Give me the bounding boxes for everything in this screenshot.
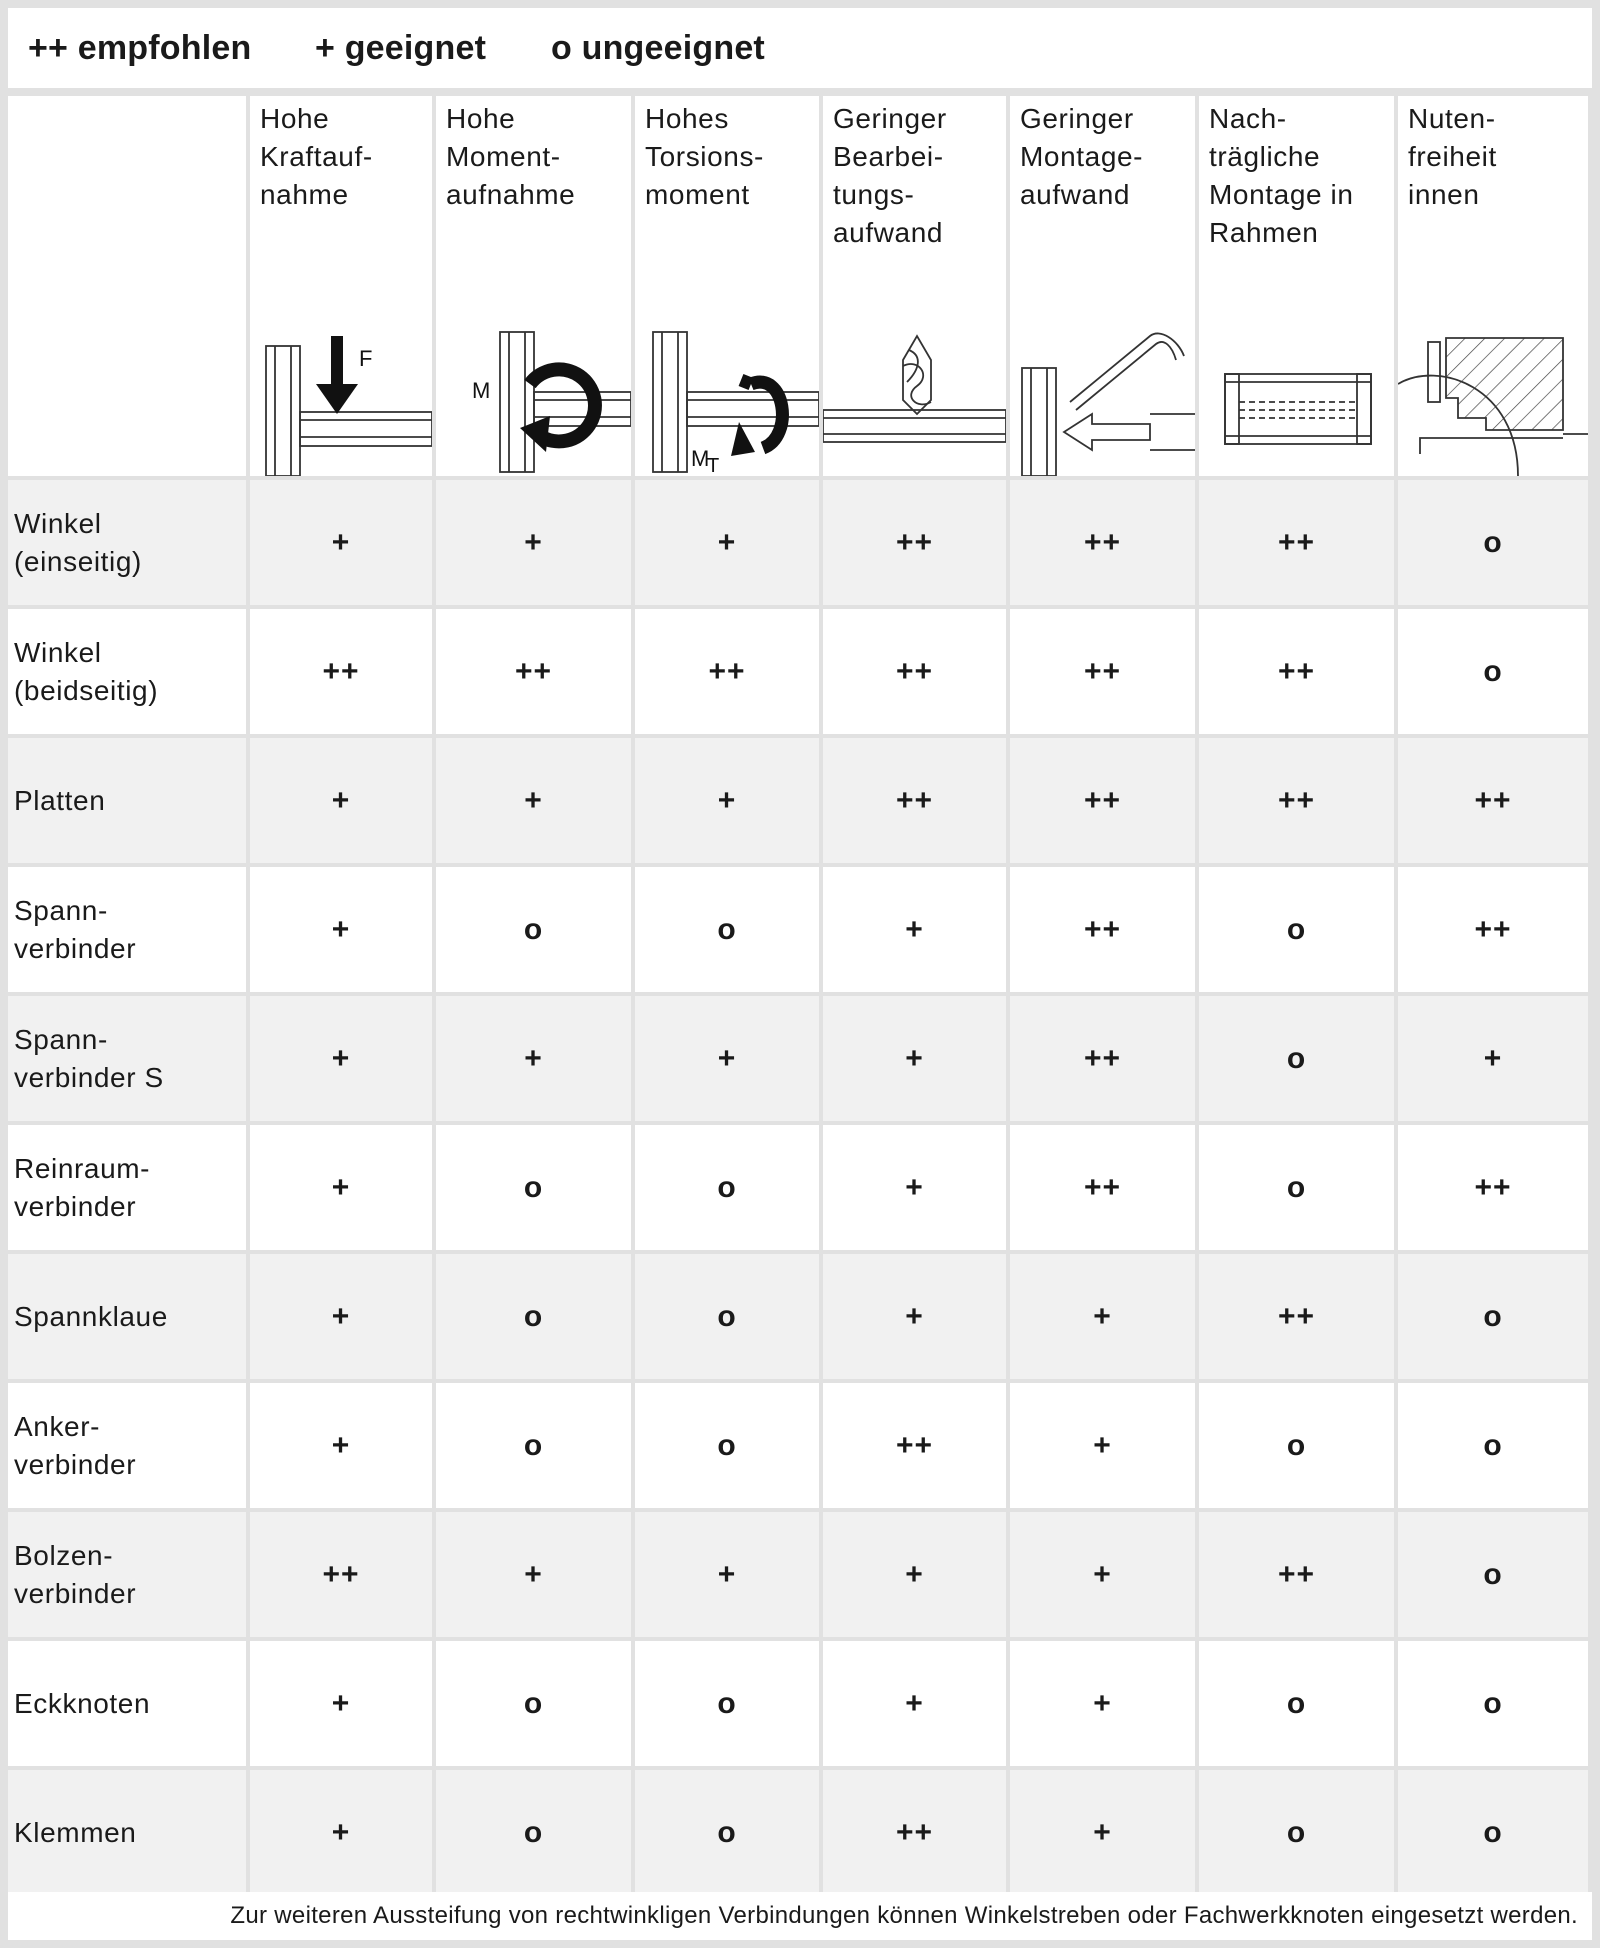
footnote: Zur weiteren Aussteifung von rechtwinkligen Verbindungen können Winkelstreben oder Fachwerkknoten eingesetzt werden. — [8, 1892, 1592, 1940]
moment-icon — [436, 286, 631, 481]
rating-cell: + — [1010, 1641, 1195, 1766]
rating-cell: o — [1398, 1383, 1588, 1508]
rating-cell: + — [250, 1125, 432, 1250]
rating-cell: o — [1199, 1383, 1394, 1508]
rating-cell: o — [1199, 1125, 1394, 1250]
rating-cell: o — [1398, 1512, 1588, 1637]
rating-cell: + — [635, 1512, 819, 1637]
legend-recommended: ++ empfohlen — [28, 28, 252, 67]
row-label: Anker- verbinder — [8, 1383, 246, 1508]
rating-cell: + — [250, 996, 432, 1121]
rating-cell: o — [635, 1383, 819, 1508]
column-header-label: Hohe Kraftauf- nahme — [260, 103, 373, 210]
row-label: Winkel (beidseitig) — [8, 609, 246, 734]
svg-text:M: M — [691, 446, 710, 471]
rating-cell: ++ — [1010, 480, 1195, 605]
legend-bar — [8, 8, 1592, 88]
rating-cell: + — [1010, 1383, 1195, 1508]
rating-cell: + — [823, 996, 1006, 1121]
rating-cell: ++ — [1199, 609, 1394, 734]
rating-cell: + — [635, 996, 819, 1121]
rating-cell: o — [635, 867, 819, 992]
legend-suitable: + geeignet — [315, 28, 487, 67]
rating-cell: o — [1398, 1641, 1588, 1766]
rating-cell: o — [1398, 1770, 1588, 1895]
rating-cell: o — [1199, 867, 1394, 992]
rating-cell: o — [436, 1641, 631, 1766]
force-icon — [250, 286, 432, 481]
column-header-label: Hohes Torsions- moment — [645, 103, 764, 210]
rating-cell: o — [1199, 1770, 1394, 1895]
rating-cell: ++ — [250, 1512, 432, 1637]
rating-cell: ++ — [436, 609, 631, 734]
column-header — [1398, 96, 1588, 476]
rating-cell: o — [436, 1125, 631, 1250]
rating-cell: ++ — [1398, 738, 1588, 863]
rating-cell: ++ — [1010, 738, 1195, 863]
rating-cell: ++ — [1010, 867, 1195, 992]
rating-cell: + — [436, 1512, 631, 1637]
rating-cell: + — [635, 738, 819, 863]
rating-cell: + — [250, 1770, 432, 1895]
row-label: Bolzen- verbinder — [8, 1512, 246, 1637]
rating-cell: ++ — [823, 480, 1006, 605]
column-header — [1010, 96, 1195, 476]
rating-cell: ++ — [1398, 867, 1588, 992]
column-header-label: Hohe Moment- aufnahme — [446, 103, 576, 210]
rating-cell: ++ — [1010, 1125, 1195, 1250]
rating-cell: o — [436, 1383, 631, 1508]
comparison-table — [8, 96, 1588, 1895]
svg-text:T: T — [707, 455, 720, 476]
rating-cell: + — [436, 996, 631, 1121]
rating-cell: ++ — [823, 1770, 1006, 1895]
rating-cell: o — [1398, 609, 1588, 734]
rating-cell: + — [250, 1383, 432, 1508]
rating-cell: o — [635, 1125, 819, 1250]
rating-cell: o — [1398, 480, 1588, 605]
rating-cell: + — [436, 480, 631, 605]
row-label: Spannklaue — [8, 1254, 246, 1379]
rating-cell: + — [823, 1641, 1006, 1766]
rating-cell: o — [436, 1254, 631, 1379]
frame-icon — [1199, 286, 1394, 481]
column-header — [635, 96, 819, 476]
rating-cell: ++ — [250, 609, 432, 734]
column-header-label: Geringer Montage- aufwand — [1020, 103, 1144, 210]
torsion-icon — [635, 286, 819, 481]
column-header — [250, 96, 432, 476]
rating-cell: ++ — [1199, 480, 1394, 605]
column-header-label: Geringer Bearbei- tungs- aufwand — [833, 103, 947, 248]
rating-cell: + — [250, 1254, 432, 1379]
rating-cell: ++ — [635, 609, 819, 734]
rating-cell: + — [823, 1254, 1006, 1379]
rating-cell: + — [823, 1125, 1006, 1250]
rating-cell: ++ — [1199, 1512, 1394, 1637]
rating-cell: + — [1010, 1254, 1195, 1379]
rating-cell: + — [1010, 1770, 1195, 1895]
legend-unsuitable: o ungeeignet — [551, 28, 765, 67]
rating-cell: + — [250, 867, 432, 992]
rating-cell: ++ — [823, 738, 1006, 863]
column-header — [1199, 96, 1394, 476]
drill-icon — [823, 286, 1006, 481]
rating-cell: o — [635, 1770, 819, 1895]
svg-text:M: M — [472, 378, 491, 403]
row-label: Reinraum- verbinder — [8, 1125, 246, 1250]
rating-cell: o — [1199, 996, 1394, 1121]
rating-cell: ++ — [823, 609, 1006, 734]
rating-cell: o — [1199, 1641, 1394, 1766]
table-corner — [8, 96, 246, 476]
row-label: Klemmen — [8, 1770, 246, 1895]
rating-cell: ++ — [1010, 996, 1195, 1121]
rating-cell: + — [250, 738, 432, 863]
column-header — [436, 96, 631, 476]
rating-cell: ++ — [1398, 1125, 1588, 1250]
corner-section-icon — [1398, 286, 1588, 481]
rating-cell: ++ — [1199, 738, 1394, 863]
column-header-label: Nuten- freiheit innen — [1408, 103, 1497, 210]
rating-cell: ++ — [1199, 1254, 1394, 1379]
rating-cell: + — [1010, 1512, 1195, 1637]
row-label: Spann- verbinder S — [8, 996, 246, 1121]
rating-cell: + — [436, 738, 631, 863]
rating-cell: + — [823, 867, 1006, 992]
rating-cell: + — [635, 480, 819, 605]
rating-cell: o — [1398, 1254, 1588, 1379]
rating-cell: ++ — [823, 1383, 1006, 1508]
rating-cell: + — [250, 480, 432, 605]
row-label: Winkel (einseitig) — [8, 480, 246, 605]
row-label: Spann- verbinder — [8, 867, 246, 992]
rating-cell: + — [250, 1641, 432, 1766]
row-label: Eckknoten — [8, 1641, 246, 1766]
rating-cell: + — [1398, 996, 1588, 1121]
hex-key-icon — [1010, 286, 1195, 481]
column-header — [823, 96, 1006, 476]
rating-cell: o — [436, 867, 631, 992]
column-header-label: Nach- trägliche Montage in Rahmen — [1209, 103, 1354, 248]
rating-cell: o — [635, 1254, 819, 1379]
svg-text:F: F — [359, 346, 373, 371]
rating-cell: o — [635, 1641, 819, 1766]
row-label: Platten — [8, 738, 246, 863]
rating-cell: o — [436, 1770, 631, 1895]
rating-cell: + — [823, 1512, 1006, 1637]
rating-cell: ++ — [1010, 609, 1195, 734]
